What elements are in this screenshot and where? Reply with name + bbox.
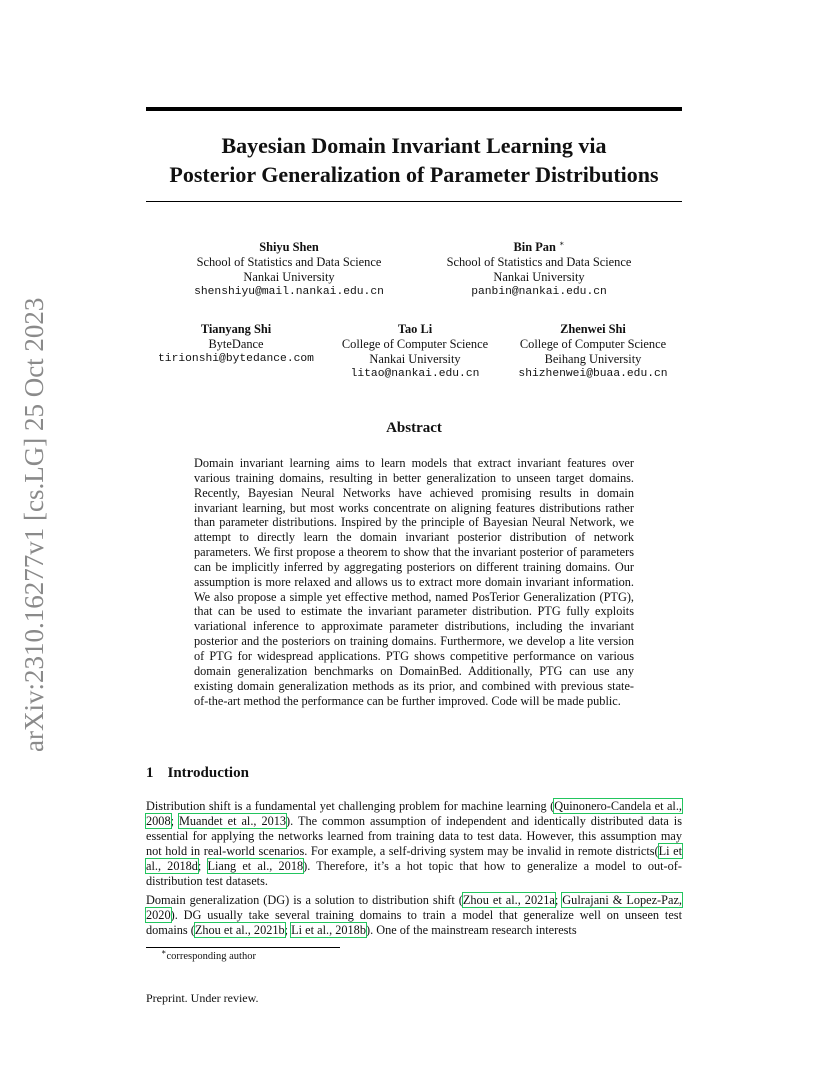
paper-title [146,131,682,189]
author-institution: Nankai University [493,270,585,284]
section-heading-introduction [146,765,249,782]
title-bottom-rule [146,201,682,202]
author-affiliation: ByteDance [208,337,264,351]
citation-link[interactable]: Gulrajani & Lopez-Paz, 2020 [146,893,682,922]
intro-paragraph-2: Domain generalization (DG) is a solution to distribution shift (Zhou et al., 2021a; Gulrajani & Lopez-Paz, 2020). DG usually take several training domains to train a model that generalize well on unseen test domains (Zhou et al., 2021b; Li et al., 2018b). One of the mainstream research interests [146,893,682,937]
author-zhenwei-shi [506,322,680,382]
section-title: Introduction [167,765,249,781]
author-email[interactable]: tirionshi@bytedance.com [158,353,314,365]
author-name: Bin Pan ∗ [513,238,565,254]
corresponding-author-mark: ∗ [559,238,565,248]
footnote-text: corresponding author [166,951,256,962]
author-institution: Nankai University [369,352,461,366]
citation-link[interactable]: Muandet et al., 2013 [178,814,287,828]
section-number: 1 [146,765,154,781]
citation-link[interactable]: Zhou et al., 2021b [194,923,285,937]
author-email[interactable]: panbin@nankai.edu.cn [471,286,607,298]
citation-link[interactable]: Liang et al., 2018 [207,859,304,873]
author-affiliation: College of Computer Science [341,337,489,351]
author-email[interactable]: shenshiyu@mail.nankai.edu.cn [194,286,384,298]
author-name: Tao Li [397,322,433,336]
author-name: Shiyu Shen [259,240,319,254]
paper-title-line-2: Posterior Generalization of Parameter Distributions [169,162,659,187]
author-email[interactable]: shizhenwei@buaa.edu.cn [518,368,668,380]
paper-title-line-1: Bayesian Domain Invariant Learning via [221,133,607,158]
author-affiliation: School of Statistics and Data Science [446,255,632,269]
preprint-notice: Preprint. Under review. [146,991,259,1005]
abstract-heading: Abstract [386,420,442,436]
citation-link[interactable]: Li et al., 2018d [146,844,682,873]
author-name: Tianyang Shi [200,322,272,336]
author-affiliation: School of Statistics and Data Science [196,255,382,269]
footnote [161,947,256,962]
author-tianyang-shi [146,322,326,367]
title-top-rule [146,107,682,111]
citation-link[interactable]: Quinonero-Candela et al., 2008 [146,799,682,828]
author-institution: Nankai University [243,270,335,284]
author-email[interactable]: litao@nankai.edu.cn [350,368,480,380]
citation-link[interactable]: Li et al., 2018b [291,923,366,937]
author-institution: Beihang University [544,352,642,366]
footnote-rule [146,947,340,948]
footnote-mark: ∗ [161,947,167,957]
citation-link[interactable]: Zhou et al., 2021a [462,893,555,907]
author-bin-pan [431,240,647,300]
author-name: Zhenwei Shi [560,322,626,336]
intro-paragraph-1: Distribution shift is a fundamental yet challenging problem for machine learning (Quinonero-Candela et al., 2008; Muandet et al., 2013). The common assumption of independent and identically distributed data is essential for applying the networks learned from training data to test data. However, this assumption may not hold in real-world scenarios. For example, a self-driving system may be invalid in remote districts(Li et al., 2018d; Liang et al., 2018). Therefore, it’s a hot topic that how to generalize a model to out-of-distribution test datasets. [146,799,682,888]
author-shiyu-shen [181,240,397,300]
arxiv-identifier-stamp: arXiv:2310.16277v1 [cs.LG] 25 Oct 2023 [19,297,49,753]
author-affiliation: College of Computer Science [519,337,667,351]
author-tao-li [330,322,500,382]
abstract-text: Domain invariant learning aims to learn models that extract invariant features over various training domains, resulting in better generalization to unseen target domains. Recently, Bayesian Neural Networks have achieved promising results in domain invariant learning, but most works concentrate on aligning features distributions rather than parameter distributions. Inspired by the principle of Bayesian Neural Network, we attempt to directly learn the domain invariant posterior distribution of network parameters. We first propose a theorem to show that the invariant posterior of parameters can be implicitly inferred by aggregating posteriors on different training domains. Our assumption is more relaxed and allows us to extract more domain invariant information. We also propose a simple yet effective method, named PosTerior Generalization (PTG), that can be used to estimate the invariant parameter distribution. PTG fully exploits variational inference to approximate parameter distributions, including the invariant posterior and the posteriors on training domains. Furthermore, we develop a lite version of PTG for widespread applications. PTG shows competitive performance on various domain generalization benchmarks on DomainBed. Additionally, PTG can use any existing domain generalization methods as its prior, and combined with previous state-of-the-art method the performance can be further improved. Code will be made public. [194,456,634,708]
